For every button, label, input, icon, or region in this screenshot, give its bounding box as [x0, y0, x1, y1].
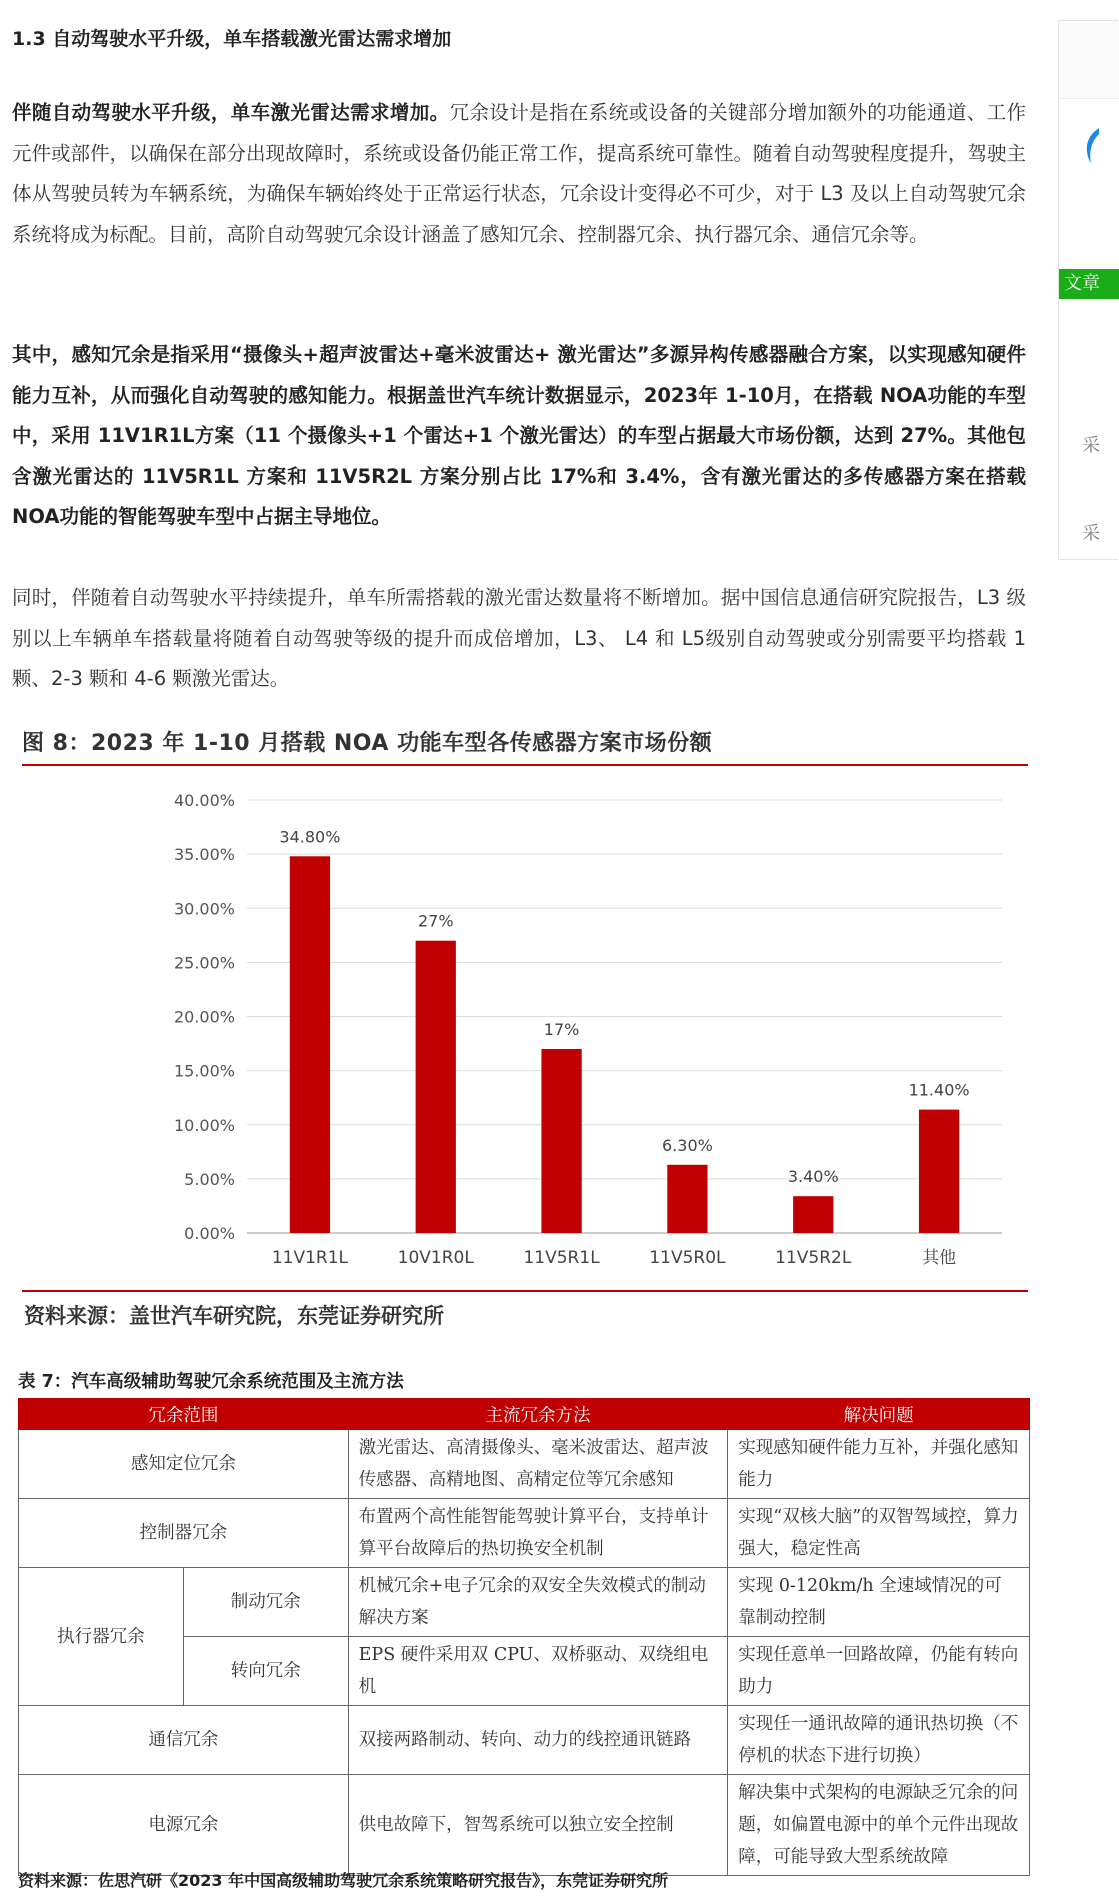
- figure-bottom-rule: [22, 1290, 1028, 1292]
- data-label: 6.30%: [662, 1135, 713, 1155]
- sidebar-item-2[interactable]: 采: [1082, 523, 1100, 544]
- cell-method: EPS 硬件采用双 CPU、双桥驱动、双绕组电机: [348, 1637, 728, 1706]
- sidebar-item-1[interactable]: 采: [1082, 435, 1100, 456]
- logo-icon: [1079, 126, 1101, 166]
- cell-solves: 解决集中式架构的电源缺乏冗余的问题，如偏置电源中的单个元件出现故障，可能导致大型系统故障: [728, 1775, 1030, 1876]
- header-solves: 解决问题: [728, 1399, 1030, 1430]
- cell-scope: 控制器冗余: [19, 1499, 349, 1568]
- y-tick-label: 20.00%: [173, 1007, 235, 1027]
- sidebar-header: [1059, 21, 1119, 99]
- data-label: 34.80%: [279, 827, 341, 847]
- figure-title: 图 8：2023 年 1-10 月搭载 NOA 功能车型各传感器方案市场份额: [22, 731, 713, 756]
- y-tick-label: 5.00%: [184, 1169, 235, 1189]
- paragraph-redundancy: [12, 93, 1026, 255]
- header-scope: 冗余范围: [19, 1399, 349, 1430]
- table-title: 表 7：汽车高级辅助驾驶冗余系统范围及主流方法: [18, 1372, 404, 1392]
- data-label: 17%: [543, 1019, 580, 1039]
- cell-subscope: 制动冗余: [183, 1568, 348, 1637]
- x-tick-label: 11V5R2L: [775, 1248, 852, 1268]
- y-tick-label: 30.00%: [173, 899, 235, 919]
- cell-scope: 感知定位冗余: [19, 1430, 349, 1499]
- sidebar-tag-article[interactable]: 文章: [1059, 269, 1119, 299]
- y-tick-label: 10.00%: [173, 1115, 235, 1135]
- cell-method: 双接两路制动、转向、动力的线控通讯链路: [348, 1706, 728, 1775]
- x-tick-label: 11V1R1L: [271, 1248, 349, 1268]
- bar-其他: [919, 1110, 959, 1233]
- table-header-row: [19, 1399, 1030, 1430]
- cell-method: 供电故障下，智驾系统可以独立安全控制: [348, 1775, 728, 1876]
- cell-solves: 实现 0-120km/h 全速域情况的可靠制动控制: [728, 1568, 1030, 1637]
- x-tick-label: 11V5R0L: [649, 1248, 726, 1268]
- table-row: [19, 1775, 1030, 1876]
- cell-subscope: 转向冗余: [183, 1637, 348, 1706]
- cell-solves: 实现“双核大脑”的双智驾域控，算力强大，稳定性高: [728, 1499, 1030, 1568]
- cell-scope: 电源冗余: [19, 1775, 349, 1876]
- bar-chart: [172, 780, 1012, 1270]
- data-label: 27%: [417, 911, 454, 931]
- y-tick-label: 25.00%: [173, 953, 235, 973]
- table-row: [19, 1706, 1030, 1775]
- paragraph-body: 冗余设计是指在系统或设备的关键部分增加额外的功能通道、工作元件或部件，以确保在部分出现故障时，系统或设备仍能正常工作，提高系统可靠性。随着自动驾驶程度提升，驾驶主体从驾驶员转为车辆系统，为确保车辆始终处于正常运行状态，冗余设计变得必不可少，对于 L3 及以上自动驾驶冗余系统将成为标配。目前，高阶自动驾驶冗余设计涵盖了感知冗余、控制器冗余、执行器冗余、通信冗余等。: [12, 101, 1027, 246]
- bar-11V5R0L: [667, 1165, 707, 1233]
- paragraph-lidar-count: 同时，伴随着自动驾驶水平持续提升，单车所需搭载的激光雷达数量将不断增加。据中国信息通信研究院报告，L3 级别以上车辆单车搭载量将随着自动驾驶等级的提升而成倍增加，L3、 L4 和 L5级别自动驾驶或分别需要平均搭载 1颗、2-3 颗和 4-6 颗激光雷达。: [12, 586, 1026, 690]
- cell-method: 激光雷达、高清摄像头、毫米波雷达、超声波传感器、高精地图、高精定位等冗余感知: [348, 1430, 728, 1499]
- x-tick-label: 其他: [922, 1248, 957, 1268]
- header-method: 主流冗余方法: [348, 1399, 728, 1430]
- paragraph-lead: 伴随自动驾驶水平升级，单车激光雷达需求增加。: [12, 101, 450, 124]
- figure-source: 资料来源：盖世汽车研究院，东莞证券研究所: [24, 1304, 444, 1328]
- bar-11V1R1L: [290, 856, 330, 1233]
- cell-scope: 通信冗余: [19, 1706, 349, 1775]
- x-tick-label: 10V1R0L: [397, 1248, 474, 1268]
- right-sidebar: [1058, 20, 1118, 560]
- cell-scope: 执行器冗余: [19, 1568, 184, 1706]
- table-row: [19, 1430, 1030, 1499]
- cell-method: 机械冗余+电子冗余的双安全失效模式的制动解决方案: [348, 1568, 728, 1637]
- table-source: 资料来源：佐思汽研《2023 年中国高级辅助驾驶冗余系统策略研究报告》，东莞证券研究所: [18, 1871, 669, 1890]
- cell-solves: 实现感知硬件能力互补，并强化感知能力: [728, 1430, 1030, 1499]
- data-label: 11.40%: [908, 1080, 970, 1100]
- cell-method: 布置两个高性能智能驾驶计算平台，支持单计算平台故障后的热切换安全机制: [348, 1499, 728, 1568]
- redundancy-table: [18, 1398, 1030, 1876]
- y-tick-label: 40.00%: [173, 791, 235, 810]
- section-heading: 1.3 自动驾驶水平升级，单车搭载激光雷达需求增加: [12, 28, 452, 50]
- cell-solves: 实现任意单一回路故障，仍能有转向助力: [728, 1637, 1030, 1706]
- bar-10V1R0L: [416, 941, 456, 1233]
- y-tick-label: 0.00%: [184, 1224, 235, 1243]
- y-tick-label: 15.00%: [173, 1061, 235, 1081]
- cell-solves: 实现任一通讯故障的通讯热切换（不停机的状态下进行切换）: [728, 1706, 1030, 1775]
- paragraph-perception: 其中，感知冗余是指采用“摄像头+超声波雷达+毫米波雷达+ 激光雷达”多源异构传感器融合方案，以实现感知硬件能力互补，从而强化自动驾驶的感知能力。根据盖世汽车统计数据显示，2023年 1-10月，在搭载 NOA功能的车型中，采用 11V1R1L方案（11 个摄像头+1 个雷达+1 个激光雷达）的车型占据最大市场份额，达到 27%。其他包含激光雷达的 11V5R1L 方案和 11V5R2L 方案分别占比 17%和 3.4%，含有激光雷达的多传感器方案在搭载 NOA功能的智能驾驶车型中占据主导地位。: [12, 343, 1026, 528]
- bar-11V5R2L: [793, 1196, 833, 1233]
- table-row: [19, 1568, 1030, 1637]
- table-row: [19, 1499, 1030, 1568]
- figure-top-rule: [22, 764, 1028, 766]
- data-label: 3.40%: [787, 1167, 839, 1187]
- x-tick-label: 11V5R1L: [523, 1248, 600, 1268]
- bar-11V5R1L: [541, 1049, 581, 1233]
- y-tick-label: 35.00%: [173, 845, 235, 865]
